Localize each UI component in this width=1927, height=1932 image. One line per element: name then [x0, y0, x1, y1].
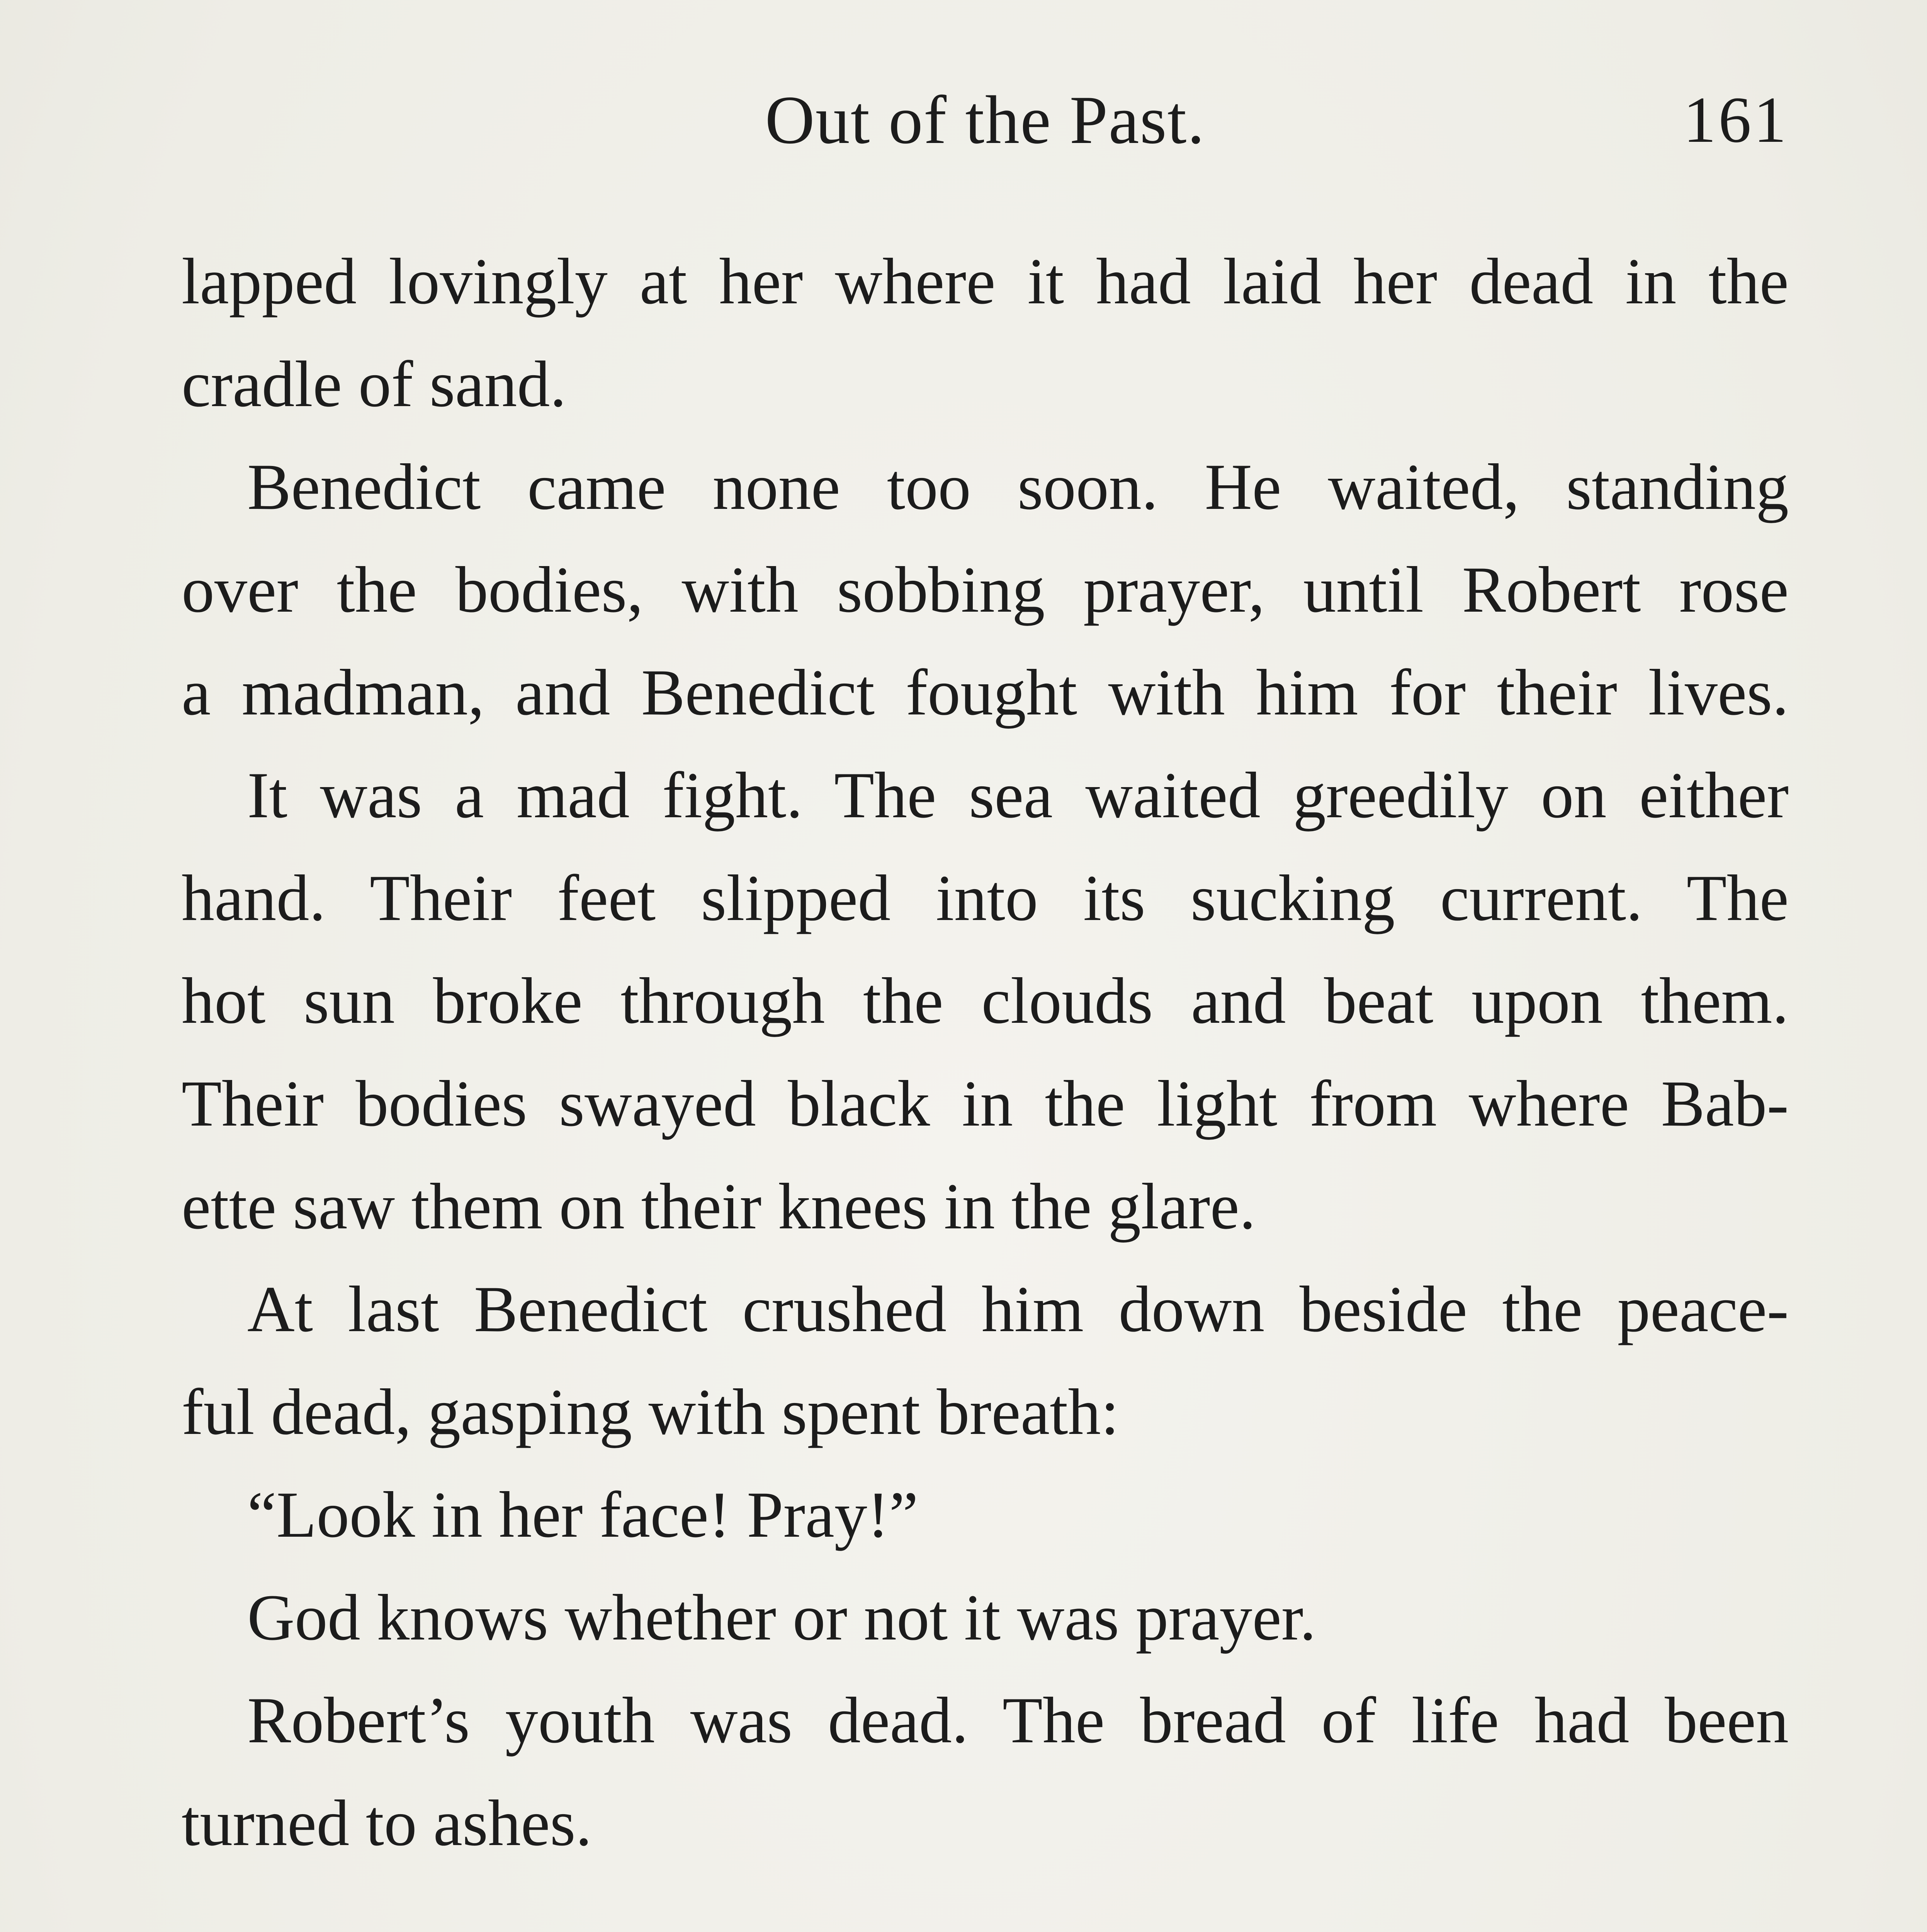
- text-line: God knows whether or not it was prayer.: [247, 1581, 1316, 1654]
- text-line: It was a mad fight. The sea waited greedily on either: [247, 759, 1789, 832]
- text-line: “Look in her face! Pray!”: [247, 1478, 918, 1551]
- text-line: cradle of sand.: [182, 348, 566, 420]
- text-line: ette saw them on their knees in the glare.: [182, 1170, 1256, 1243]
- body-text: [182, 230, 1789, 1874]
- text-line: over the bodies, with sobbing prayer, until Robert rose: [182, 553, 1789, 626]
- text-line: hot sun broke through the clouds and beat upon them.: [182, 964, 1789, 1037]
- text-line: a madman, and Benedict fought with him for their lives.: [182, 656, 1789, 729]
- text-line: lapped lovingly at her where it had laid her dead in the: [182, 245, 1789, 318]
- running-head: [182, 73, 1789, 166]
- text-line: ful dead, gasping with spent breath:: [182, 1376, 1119, 1448]
- text-line: turned to ashes.: [182, 1787, 592, 1859]
- text-line: Robert’s youth was dead. The bread of life had been: [247, 1684, 1789, 1757]
- text-line: Benedict came none too soon. He waited, standing: [247, 451, 1789, 523]
- text-line: hand. Their feet slipped into its sucking current. The: [182, 862, 1789, 934]
- running-title: Out of the Past.: [765, 82, 1205, 158]
- text-line: At last Benedict crushed him down beside the peace-: [247, 1273, 1789, 1345]
- page-number: 161: [1683, 83, 1789, 156]
- text-line: Their bodies swayed black in the light from where Bab-: [182, 1067, 1789, 1140]
